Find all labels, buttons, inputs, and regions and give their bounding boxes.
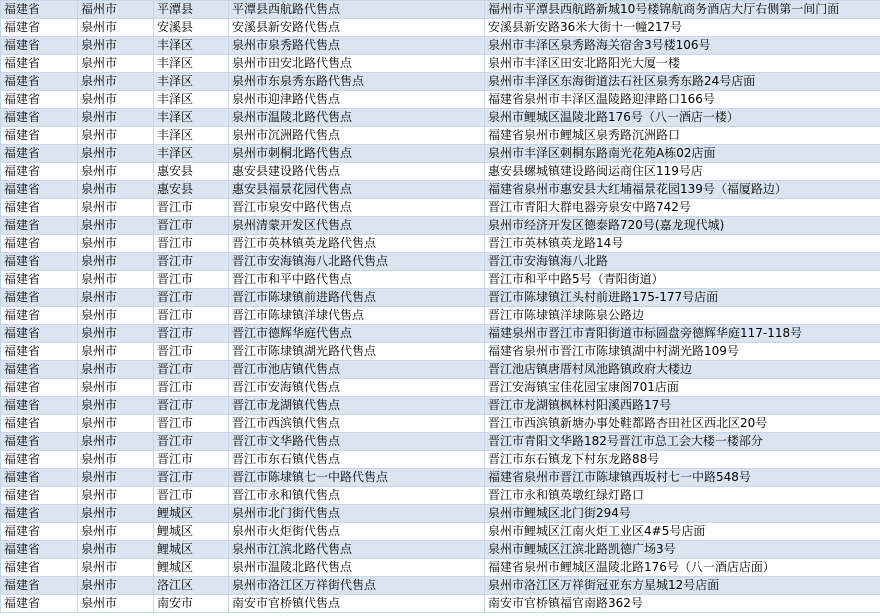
city-cell[interactable]: 泉州市 — [78, 73, 154, 91]
table-row — [1, 73, 880, 91]
province-cell[interactable]: 福建省 — [1, 145, 78, 163]
outlet-name-cell[interactable]: 晋江市文华路代售点 — [229, 433, 485, 451]
city-cell[interactable]: 泉州市 — [78, 91, 154, 109]
address-cell[interactable]: 晋江池店镇唐厝村凤池路镇政府大楼边 — [485, 361, 880, 379]
city-cell[interactable]: 泉州市 — [78, 55, 154, 73]
address-cell[interactable]: 福建省泉州市鲤城区温陵北路176号（八一酒店店面） — [485, 559, 880, 577]
address-cell[interactable]: 晋江市西滨镇新塘办事处鞋都路杏田社区西北区20号 — [485, 415, 880, 433]
address-cell[interactable]: 泉州市鲤城区温陵北路176号（八一酒店一楼） — [485, 109, 880, 127]
province-cell[interactable]: 福建省 — [1, 487, 78, 505]
outlet-name-cell[interactable]: 泉州市北门街代售点 — [229, 505, 485, 523]
address-cell[interactable]: 南安市官桥镇福官南路362号 — [485, 595, 880, 613]
province-cell[interactable]: 福建省 — [1, 91, 78, 109]
table-row — [1, 469, 880, 487]
address-cell[interactable]: 泉州市洛江区万祥街冠亚东方星城12号店面 — [485, 577, 880, 595]
outlet-name-cell[interactable]: 晋江市安海镇海八北路代售点 — [229, 253, 485, 271]
district-cell[interactable]: 丰泽区 — [154, 109, 229, 127]
address-cell[interactable]: 晋江市陈埭镇江头村前进路175-177号店面 — [485, 289, 880, 307]
address-cell[interactable]: 福建省泉州市晋江市陈埭镇西坂村七一中路548号 — [485, 469, 880, 487]
table-row — [1, 253, 880, 271]
district-cell[interactable]: 晋江市 — [154, 271, 229, 289]
province-cell[interactable]: 福建省 — [1, 37, 78, 55]
district-cell[interactable]: 晋江市 — [154, 379, 229, 397]
province-cell[interactable]: 福建省 — [1, 181, 78, 199]
province-cell[interactable]: 福建省 — [1, 505, 78, 523]
table-body — [1, 1, 880, 613]
city-cell[interactable]: 泉州市 — [78, 127, 154, 145]
district-cell[interactable]: 惠安县 — [154, 163, 229, 181]
province-cell[interactable]: 福建省 — [1, 361, 78, 379]
table-row — [1, 343, 880, 361]
address-cell[interactable]: 泉州市鲤城区江南火炬工业区4#5号店面 — [485, 523, 880, 541]
province-cell[interactable]: 福建省 — [1, 379, 78, 397]
city-cell[interactable]: 泉州市 — [78, 289, 154, 307]
table-row — [1, 1, 880, 19]
outlet-name-cell[interactable]: 惠安县建设路代售点 — [229, 163, 485, 181]
address-cell[interactable]: 泉州市丰泽区刺桐东路南光花苑A栋02店面 — [485, 145, 880, 163]
city-cell[interactable]: 泉州市 — [78, 163, 154, 181]
outlet-name-cell[interactable]: 晋江市安海镇代售点 — [229, 379, 485, 397]
table-row — [1, 271, 880, 289]
district-cell[interactable]: 鲤城区 — [154, 505, 229, 523]
address-cell[interactable]: 晋江市龙湖镇枫林村阳溪西路17号 — [485, 397, 880, 415]
city-cell[interactable]: 泉州市 — [78, 577, 154, 595]
province-cell[interactable]: 福建省 — [1, 469, 78, 487]
table-row — [1, 505, 880, 523]
province-cell[interactable]: 福建省 — [1, 523, 78, 541]
district-cell[interactable]: 鲤城区 — [154, 523, 229, 541]
outlet-name-cell[interactable]: 泉州市火炬街代售点 — [229, 523, 485, 541]
outlet-name-cell[interactable]: 晋江市东石镇代售点 — [229, 451, 485, 469]
table-row — [1, 181, 880, 199]
district-cell[interactable]: 晋江市 — [154, 433, 229, 451]
outlet-name-cell[interactable]: 晋江市德辉华庭代售点 — [229, 325, 485, 343]
outlet-name-cell[interactable]: 泉州市东泉秀东路代售点 — [229, 73, 485, 91]
outlet-name-cell[interactable]: 南安市官桥镇代售点 — [229, 595, 485, 613]
table-row — [1, 145, 880, 163]
district-cell[interactable]: 晋江市 — [154, 469, 229, 487]
city-cell[interactable]: 泉州市 — [78, 343, 154, 361]
province-cell[interactable]: 福建省 — [1, 199, 78, 217]
table-row — [1, 415, 880, 433]
table-row — [1, 307, 880, 325]
address-cell[interactable]: 泉州市丰泽区田安北路阳光大厦一楼 — [485, 55, 880, 73]
outlet-name-cell[interactable]: 晋江市陈埭镇湖光路代售点 — [229, 343, 485, 361]
address-cell[interactable]: 泉州市鲤城区江滨北路凯德广场3号 — [485, 541, 880, 559]
district-cell[interactable]: 晋江市 — [154, 199, 229, 217]
outlet-name-cell[interactable]: 泉州市泉秀路代售点 — [229, 37, 485, 55]
outlet-name-cell[interactable]: 晋江市龙湖镇代售点 — [229, 397, 485, 415]
table-row — [1, 397, 880, 415]
city-cell[interactable]: 泉州市 — [78, 19, 154, 37]
city-cell[interactable]: 泉州市 — [78, 253, 154, 271]
province-cell[interactable]: 福建省 — [1, 343, 78, 361]
address-cell[interactable]: 惠安县螺城镇建设路闽运商住区119号店 — [485, 163, 880, 181]
table-row — [1, 37, 880, 55]
district-cell[interactable]: 丰泽区 — [154, 127, 229, 145]
city-cell[interactable]: 泉州市 — [78, 181, 154, 199]
city-cell[interactable]: 泉州市 — [78, 415, 154, 433]
province-cell[interactable]: 福建省 — [1, 235, 78, 253]
district-cell[interactable]: 晋江市 — [154, 235, 229, 253]
table-row — [1, 487, 880, 505]
outlet-name-cell[interactable]: 晋江市陈埭镇洋埭代售点 — [229, 307, 485, 325]
city-cell[interactable]: 福州市 — [78, 1, 154, 19]
district-cell[interactable]: 晋江市 — [154, 307, 229, 325]
table-row — [1, 127, 880, 145]
table-row — [1, 595, 880, 613]
city-cell[interactable]: 泉州市 — [78, 199, 154, 217]
city-cell[interactable]: 泉州市 — [78, 451, 154, 469]
province-cell[interactable]: 福建省 — [1, 1, 78, 19]
city-cell[interactable]: 泉州市 — [78, 109, 154, 127]
city-cell[interactable]: 泉州市 — [78, 325, 154, 343]
city-cell[interactable]: 泉州市 — [78, 397, 154, 415]
district-cell[interactable]: 丰泽区 — [154, 91, 229, 109]
city-cell[interactable]: 泉州市 — [78, 559, 154, 577]
outlet-name-cell[interactable]: 晋江市陈埭镇七一中路代售点 — [229, 469, 485, 487]
outlet-name-cell[interactable]: 惠安县福景花园代售点 — [229, 181, 485, 199]
outlet-name-cell[interactable]: 泉州市温陵北路代售点 — [229, 109, 485, 127]
district-cell[interactable]: 安溪县 — [154, 19, 229, 37]
province-cell[interactable]: 福建省 — [1, 19, 78, 37]
province-cell[interactable]: 福建省 — [1, 415, 78, 433]
province-cell[interactable]: 福建省 — [1, 307, 78, 325]
table-row — [1, 235, 880, 253]
city-cell[interactable]: 泉州市 — [78, 307, 154, 325]
province-cell[interactable]: 福建省 — [1, 559, 78, 577]
address-cell[interactable]: 晋江市永和镇英墩红绿灯路口 — [485, 487, 880, 505]
city-cell[interactable]: 泉州市 — [78, 487, 154, 505]
city-cell[interactable]: 泉州市 — [78, 433, 154, 451]
outlet-name-cell[interactable]: 晋江市西滨镇代售点 — [229, 415, 485, 433]
address-cell[interactable]: 福建省泉州市惠安县大红埔福景花园139号（福厦路边） — [485, 181, 880, 199]
outlet-name-cell[interactable]: 晋江市永和镇代售点 — [229, 487, 485, 505]
province-cell[interactable]: 福建省 — [1, 109, 78, 127]
province-cell[interactable]: 福建省 — [1, 55, 78, 73]
table-row — [1, 55, 880, 73]
table-row — [1, 433, 880, 451]
table-row — [1, 559, 880, 577]
district-cell[interactable]: 丰泽区 — [154, 55, 229, 73]
table-row — [1, 289, 880, 307]
outlet-name-cell[interactable]: 泉州市洛江区万祥街代售点 — [229, 577, 485, 595]
outlet-name-cell[interactable]: 晋江市英林镇英龙路代售点 — [229, 235, 485, 253]
address-cell[interactable]: 晋江市青阳文华路182号晋江市总工会大楼一楼部分 — [485, 433, 880, 451]
table-row — [1, 523, 880, 541]
outlet-name-cell[interactable]: 泉州市沉洲路代售点 — [229, 127, 485, 145]
address-cell[interactable]: 泉州市丰泽区泉秀路海关宿舍3号楼106号 — [485, 37, 880, 55]
address-cell[interactable]: 泉州市鲤城区北门街294号 — [485, 505, 880, 523]
city-cell[interactable]: 泉州市 — [78, 217, 154, 235]
city-cell[interactable]: 泉州市 — [78, 145, 154, 163]
district-cell[interactable]: 晋江市 — [154, 217, 229, 235]
city-cell[interactable]: 泉州市 — [78, 235, 154, 253]
outlet-name-cell[interactable]: 晋江市和平中路代售点 — [229, 271, 485, 289]
city-cell[interactable]: 泉州市 — [78, 37, 154, 55]
outlet-name-cell[interactable]: 泉州市温陵北路代售点 — [229, 559, 485, 577]
table-row — [1, 91, 880, 109]
province-cell[interactable]: 福建省 — [1, 163, 78, 181]
city-cell[interactable]: 泉州市 — [78, 379, 154, 397]
district-cell[interactable]: 平潭县 — [154, 1, 229, 19]
address-cell[interactable]: 晋江市英林镇英龙路14号 — [485, 235, 880, 253]
table-row — [1, 19, 880, 37]
table-row — [1, 109, 880, 127]
district-cell[interactable]: 丰泽区 — [154, 37, 229, 55]
province-cell[interactable]: 福建省 — [1, 253, 78, 271]
city-cell[interactable]: 泉州市 — [78, 361, 154, 379]
district-cell[interactable]: 晋江市 — [154, 361, 229, 379]
table-row — [1, 325, 880, 343]
address-cell[interactable]: 福建省泉州市鲤城区泉秀路沉洲路口 — [485, 127, 880, 145]
district-cell[interactable]: 南安市 — [154, 595, 229, 613]
address-cell[interactable]: 福建省泉州市丰泽区温陵路迎津路口166号 — [485, 91, 880, 109]
address-cell[interactable]: 福建泉州市晋江市青阳街道市标圆盘旁德辉华庭117-118号 — [485, 325, 880, 343]
district-cell[interactable]: 晋江市 — [154, 253, 229, 271]
outlet-name-cell[interactable]: 泉州清蒙开发区代售点 — [229, 217, 485, 235]
table-row — [1, 379, 880, 397]
province-cell[interactable]: 福建省 — [1, 73, 78, 91]
outlet-name-cell[interactable]: 晋江市泉安中路代售点 — [229, 199, 485, 217]
outlet-name-cell[interactable]: 平潭县西航路代售点 — [229, 1, 485, 19]
district-cell[interactable]: 惠安县 — [154, 181, 229, 199]
table-row — [1, 163, 880, 181]
district-cell[interactable]: 洛江区 — [154, 577, 229, 595]
district-cell[interactable]: 晋江市 — [154, 451, 229, 469]
province-cell[interactable]: 福建省 — [1, 271, 78, 289]
city-cell[interactable]: 泉州市 — [78, 523, 154, 541]
province-cell[interactable]: 福建省 — [1, 127, 78, 145]
district-cell[interactable]: 晋江市 — [154, 289, 229, 307]
table-row — [1, 361, 880, 379]
district-cell[interactable]: 鲤城区 — [154, 559, 229, 577]
table-row — [1, 577, 880, 595]
district-cell[interactable]: 丰泽区 — [154, 73, 229, 91]
district-cell[interactable]: 晋江市 — [154, 343, 229, 361]
district-cell[interactable]: 晋江市 — [154, 397, 229, 415]
province-cell[interactable]: 福建省 — [1, 577, 78, 595]
district-cell[interactable]: 晋江市 — [154, 415, 229, 433]
address-cell[interactable]: 晋江市安海镇海八北路 — [485, 253, 880, 271]
district-cell[interactable]: 晋江市 — [154, 487, 229, 505]
outlet-name-cell[interactable]: 晋江市池店镇代售点 — [229, 361, 485, 379]
address-cell[interactable]: 晋江安海镇宝佳花园宝康阁701店面 — [485, 379, 880, 397]
table-row — [1, 199, 880, 217]
outlet-name-cell[interactable]: 泉州市江滨北路代售点 — [229, 541, 485, 559]
province-cell[interactable]: 福建省 — [1, 451, 78, 469]
address-cell[interactable]: 安溪县新安路36米大街十一幢217号 — [485, 19, 880, 37]
province-cell[interactable]: 福建省 — [1, 289, 78, 307]
district-cell[interactable]: 鲤城区 — [154, 541, 229, 559]
city-cell[interactable]: 泉州市 — [78, 505, 154, 523]
address-cell[interactable]: 晋江市和平中路5号（青阳街道） — [485, 271, 880, 289]
province-cell[interactable]: 福建省 — [1, 397, 78, 415]
province-cell[interactable]: 福建省 — [1, 541, 78, 559]
address-cell[interactable]: 晋江市陈埭镇洋埭陈泉公路边 — [485, 307, 880, 325]
outlet-name-cell[interactable]: 泉州市田安北路代售点 — [229, 55, 485, 73]
city-cell[interactable]: 泉州市 — [78, 541, 154, 559]
city-cell[interactable]: 泉州市 — [78, 469, 154, 487]
outlet-name-cell[interactable]: 安溪县新安路代售点 — [229, 19, 485, 37]
province-cell[interactable]: 福建省 — [1, 325, 78, 343]
address-cell[interactable]: 晋江市东石镇龙下村东龙路88号 — [485, 451, 880, 469]
address-cell[interactable]: 泉州市经济开发区德泰路720号(嘉龙现代城) — [485, 217, 880, 235]
address-cell[interactable]: 福州市平潭县西航路新城10号楼锦航商务酒店大厅右侧第一间门面 — [485, 1, 880, 19]
outlet-name-cell[interactable]: 泉州市迎津路代售点 — [229, 91, 485, 109]
province-cell[interactable]: 福建省 — [1, 595, 78, 613]
district-cell[interactable]: 丰泽区 — [154, 145, 229, 163]
table-row — [1, 541, 880, 559]
city-cell[interactable]: 泉州市 — [78, 271, 154, 289]
address-cell[interactable]: 泉州市丰泽区东海街道法石社区泉秀东路24号店面 — [485, 73, 880, 91]
district-cell[interactable]: 晋江市 — [154, 325, 229, 343]
outlet-name-cell[interactable]: 晋江市陈埭镇前进路代售点 — [229, 289, 485, 307]
table-row — [1, 217, 880, 235]
address-cell[interactable]: 晋江市青阳大群电器旁泉安中路742号 — [485, 199, 880, 217]
province-cell[interactable]: 福建省 — [1, 433, 78, 451]
outlet-name-cell[interactable]: 泉州市刺桐北路代售点 — [229, 145, 485, 163]
table-row — [1, 451, 880, 469]
city-cell[interactable]: 泉州市 — [78, 595, 154, 613]
address-cell[interactable]: 福建省泉州市晋江市陈埭镇湖中村湖光路109号 — [485, 343, 880, 361]
province-cell[interactable]: 福建省 — [1, 217, 78, 235]
